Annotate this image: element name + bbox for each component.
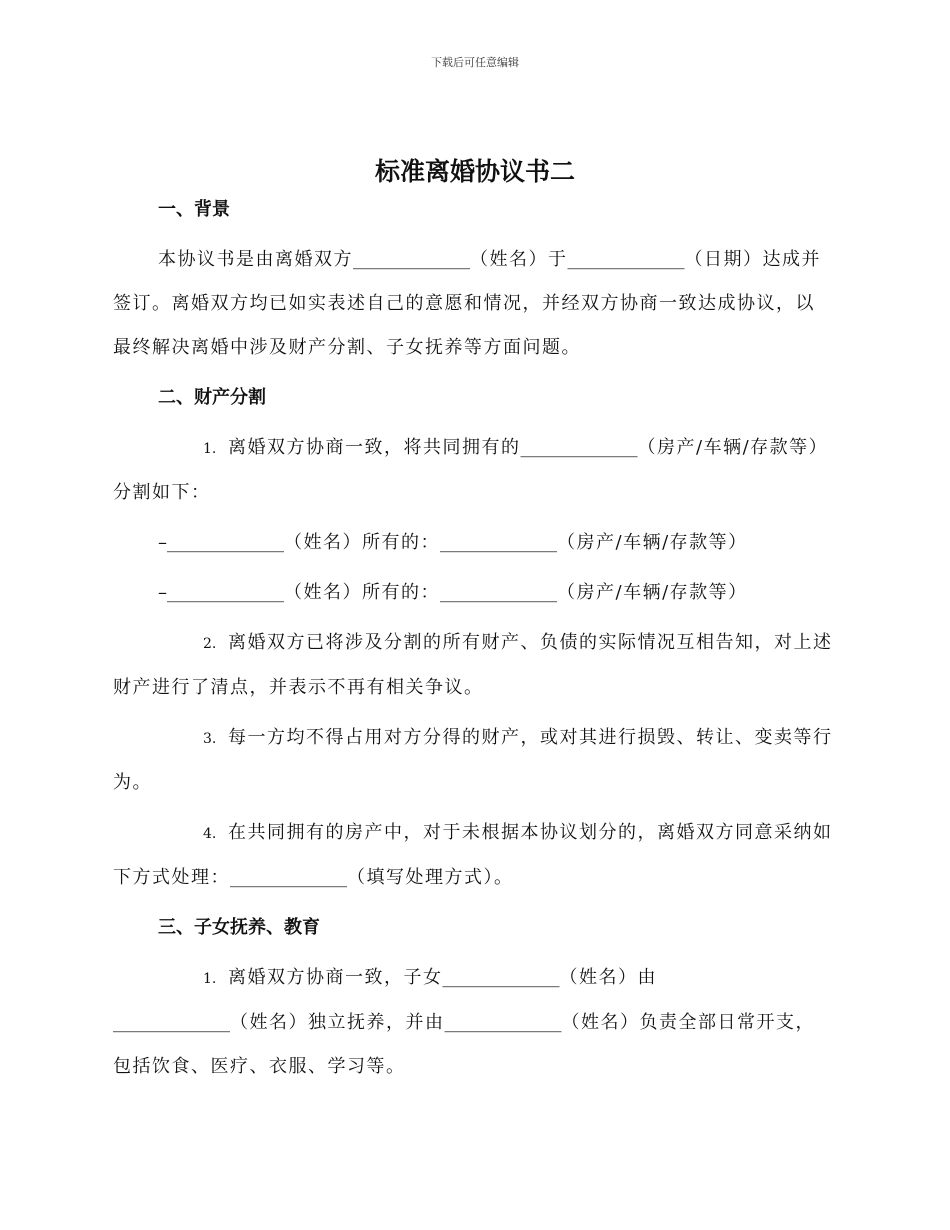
text: （姓名）所有的： [284,532,440,553]
property-item-3 [113,716,833,805]
property-blank: _____________ [440,532,557,553]
text: （填写处理方式）。 [347,867,514,888]
section-heading-children: 三、子女抚养、教育 [158,917,320,938]
text: （姓名）独立抚养，并由 [230,1012,445,1033]
item-number: 1. [203,971,217,987]
text: 离婚双方协商一致，子女 [228,967,443,988]
text: 离婚双方协商一致，将共同拥有的 [228,437,521,458]
text: 离婚双方已将涉及分割的所有财产、负债的实际情况互相告知，对上述财产进行了清点，并表示不再有相关争议。 [113,632,833,698]
document-body [113,188,833,1095]
text: （姓名）于 [470,249,568,270]
payer-name-blank: _____________ [444,1012,562,1033]
text: 每一方均不得占用对方分得的财产，或对其进行损毁、转让、变卖等行为。 [113,727,833,793]
item-number: 3. [203,731,217,747]
text: （房产/车辆/存款等） [557,582,748,603]
guardian-name-blank: _____________ [113,1012,230,1033]
text: （姓名）负责全部日常开支，包括饮食、医疗、衣服、学习等。 [113,1012,815,1077]
dash: – [158,532,167,553]
property-sub-item-2 [113,571,833,615]
child-name-blank: _____________ [442,967,560,988]
background-paragraph [113,238,833,370]
date-blank: _____________ [567,249,685,270]
name-blank: _____________ [167,582,284,603]
text: （姓名）所有的： [284,582,440,603]
dash: – [158,582,167,603]
document-title: 标准离婚协议书二 [374,157,575,186]
property-item-1 [113,426,833,515]
property-item-4 [113,811,833,900]
property-item-2 [113,621,833,710]
item-number: 4. [203,826,217,842]
method-blank: _____________ [230,867,347,888]
section-heading-background: 一、背景 [158,199,230,220]
text: 在共同拥有的房产中，对于未根据本协议划分的，离婚双方同意采纳如下方式处理： [113,822,833,888]
name-blank: _____________ [167,532,284,553]
property-blank: _____________ [440,582,557,603]
section-heading-property: 二、财产分割 [158,387,266,408]
property-blank: _____________ [520,437,638,458]
text: （房产/车辆/存款等）分割如下： [113,437,829,503]
item-number: 2. [203,636,217,652]
text: 本协议书是由离婚双方 [158,249,353,270]
property-sub-item-1 [113,521,833,565]
text: （姓名）由 [559,967,657,988]
header-note: 下载后可任意编辑 [431,56,519,69]
name-blank: _____________ [353,249,470,270]
text: （房产/车辆/存款等） [557,532,748,553]
item-number: 1. [203,441,217,457]
children-item-1 [113,956,833,1089]
text: （日期）达成并签订。离婚双方均已如实表述自己的意愿和情况，并经双方协商一致达成协议，以最终解决离婚中涉及财产分割、子女抚养等方面问题。 [113,249,821,358]
